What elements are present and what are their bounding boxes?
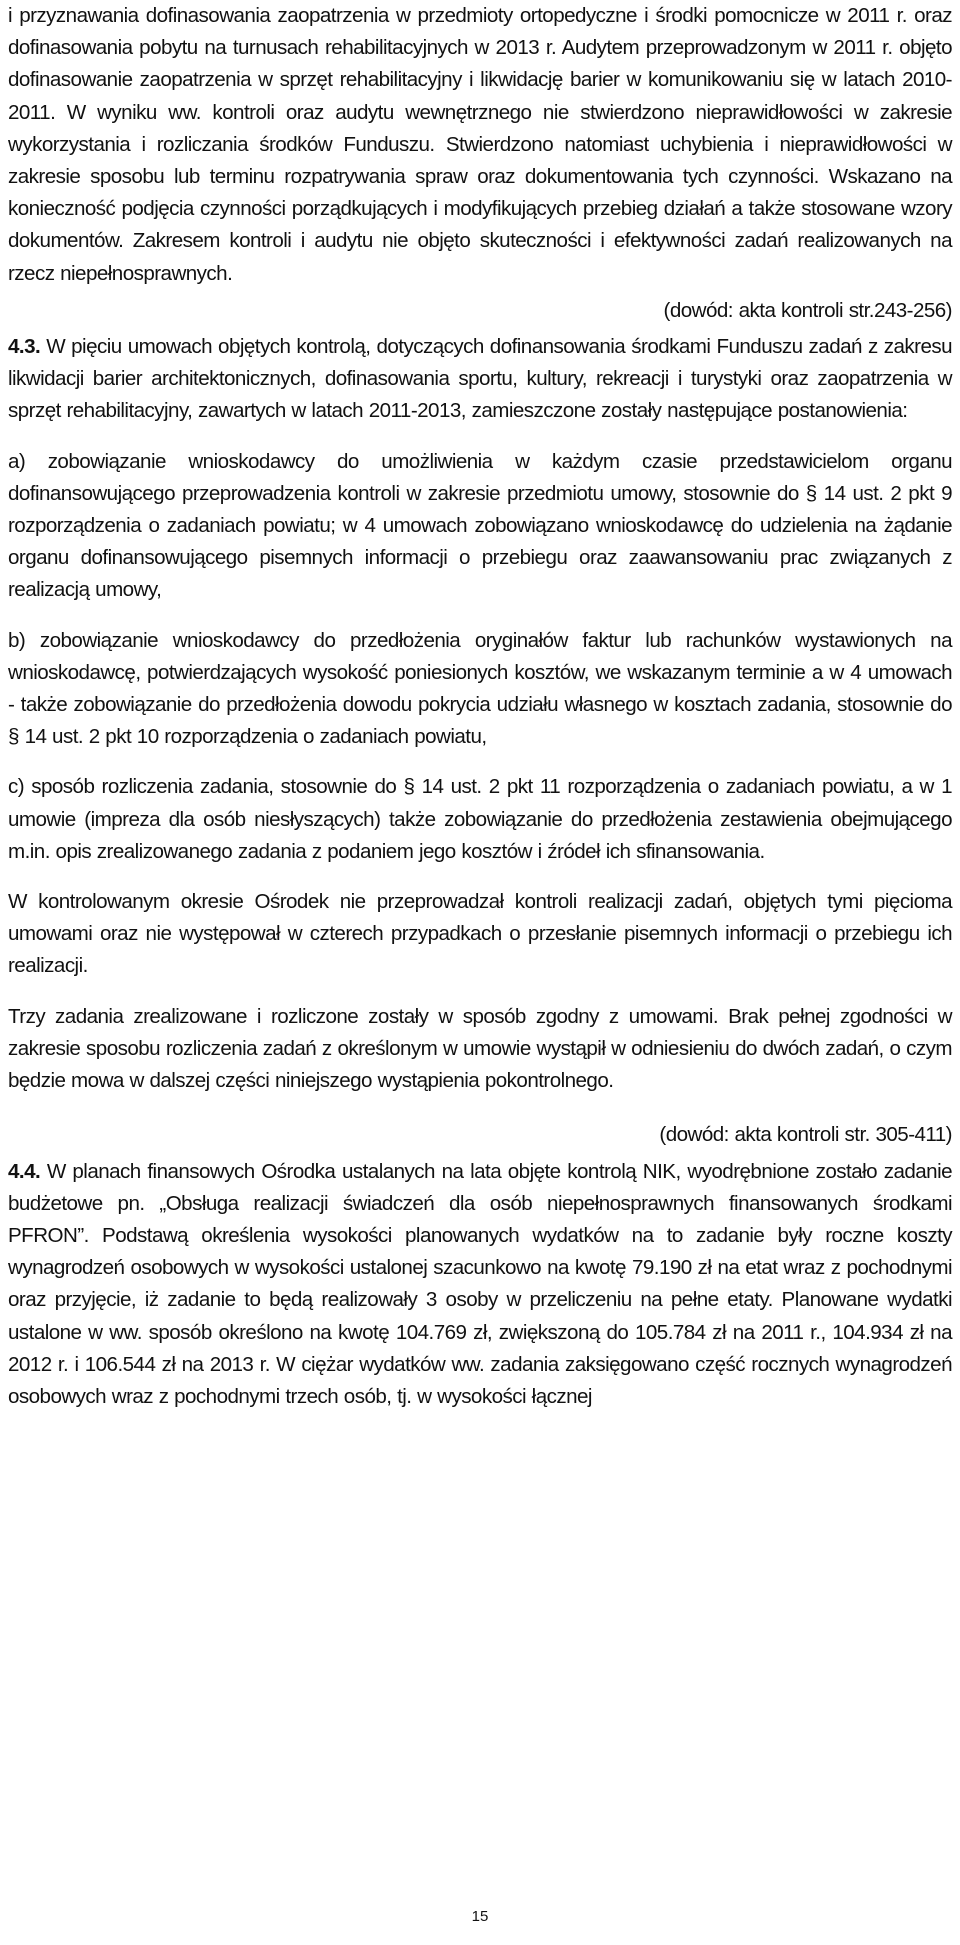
section-4-3 xyxy=(8,331,952,428)
paragraph-intro: i przyznawania dofinasowania zaopatrzenia w przedmioty ortopedyczne i środki pomocnicze w 2011 r. oraz dofinasowania pobytu na turnusach rehabilitacyjnych w 2013 r. Audytem przeprowadzonym w 2011 r. objęto dofinasowanie zaopatrzenia w sprzęt rehabilitacyjny i likwidację barier w komunikowaniu się w latach 2010-2011. W wyniku ww. kontroli oraz audytu wewnętrznego nie stwierdzono nieprawidłowości w zakresie wykorzystania i rozliczania środków Funduszu. Stwierdzono natomiast uchybienia i nieprawidłowości w zakresie sposobu lub terminu rozpatrywania spraw oraz dokumentowania tych czynności. Wskazano na konieczność podjęcia czynności porządkujących i modyfikujących przebieg działań a także stosowane wzory dokumentów. Zakresem kontroli i audytu nie objęto skuteczności i efektywności zadań realizowanych na rzecz niepełnosprawnych. xyxy=(8,4,952,285)
section-4-4-text: W planach finansowych Ośrodka ustalanych na lata objęte kontrolą NIK, wyodrębnione zostało zadanie budżetowe pn. „Obsługa realizacji świadczeń dla osób niepełnosprawnych finansowanych środkami PFRON”. Podstawą określenia wysokości planowanych wydatków na to zadanie były roczne koszty wynagrodzeń osobowych w wysokości ustalonej szacunkowo na kwotę 79.190 zł na etat wraz z pochodnymi oraz przyjęcie, iż zadanie to będą realizowały 3 osoby w przeliczeniu na pełne etaty. Planowane wydatki ustalone w ww. sposób określono na kwotę 104.769 zł, zwiększoną do 105.784 zł na 2011 r., 104.934 zł na 2012 r. i 106.544 zł na 2013 r. W ciężar wydatków ww. zadania zaksięgowano część rocznych wynagrodzeń osobowych wraz z pochodnymi trzech osób, tj. w wysokości łącznej xyxy=(8,1159,953,1408)
list-item-a: a) zobowiązanie wnioskodawcy do umożliwienia w każdym czasie przedstawicielom organu dofinansowującego przeprowadzenia kontroli w zakresie przedmiotu umowy, stosownie do § 14 ust. 2 pkt 9 rozporządzenia o zadaniach powiatu; w 4 umowach zobowiązano wnioskodawcę do udzielenia na żądanie organu dofinansowującego pisemnych informacji o przebiegu oraz zaawansowaniu prac związanych z realizacją umowy, xyxy=(8,449,952,602)
paragraph-control: W kontrolowanym okresie Ośrodek nie przeprowadzał kontroli realizacji zadań, objętych tymi pięcioma umowami oraz nie występował w czterech przypadkach o przesłanie pisemnych informacji o przebiegu ich realizacji. xyxy=(8,890,952,978)
list-item-b: b) zobowiązanie wnioskodawcy do przedłożenia oryginałów faktur lub rachunków wystawionych na wnioskodawcę, potwierdzających wysokość poniesionych kosztów, we wskazanym terminie a w 4 umowach - także zobowiązanie do przedłożenia dowodu pokrycia udziału własnego w kosztach zadania, stosownie do § 14 ust. 2 pkt 10 rozporządzenia o zadaniach powiatu, xyxy=(8,628,952,749)
page-body xyxy=(8,0,952,1413)
list-item-c: c) sposób rozliczenia zadania, stosownie do § 14 ust. 2 pkt 11 rozporządzenia o zadaniach powiatu, a w 1 umowie (impreza dla osób niesłyszących) także zobowiązanie do przedłożenia zestawienia obejmującego m.in. opis zrealizowanego zadania z podaniem jego kosztów i źródeł ich sfinansowania. xyxy=(8,775,952,863)
evidence-note-2: (dowód: akta kontroli str. 305-411) xyxy=(659,1123,952,1147)
page-number: 15 xyxy=(471,1908,489,1925)
section-number: 4.4. xyxy=(8,1159,41,1183)
section-4-4 xyxy=(8,1156,952,1414)
section-4-3-text: W pięciu umowach objętych kontrolą, dotyczących dofinansowania środkami Funduszu zadań z zakresu likwidacji barier architektonicznych, dofinasowania sportu, kultury, rekreacji i turystyki oraz zaopatrzenia w sprzęt rehabilitacyjny, zawartych w latach 2011-2013, zamieszczone zostały następujące postanowienia: xyxy=(8,335,953,423)
paragraph-three-tasks: Trzy zadania zrealizowane i rozliczone zostały w sposób zgodny z umowami. Brak pełnej zgodności w zakresie sposobu rozliczenia zadań z określonym w umowie wystąpił w odniesieniu do dwóch zadań, o czym będzie mowa w dalszej części niniejszego wystąpienia pokontrolnego. xyxy=(8,1004,952,1093)
section-number: 4.3. xyxy=(8,335,41,359)
evidence-note-1: (dowód: akta kontroli str.243-256) xyxy=(663,298,952,322)
